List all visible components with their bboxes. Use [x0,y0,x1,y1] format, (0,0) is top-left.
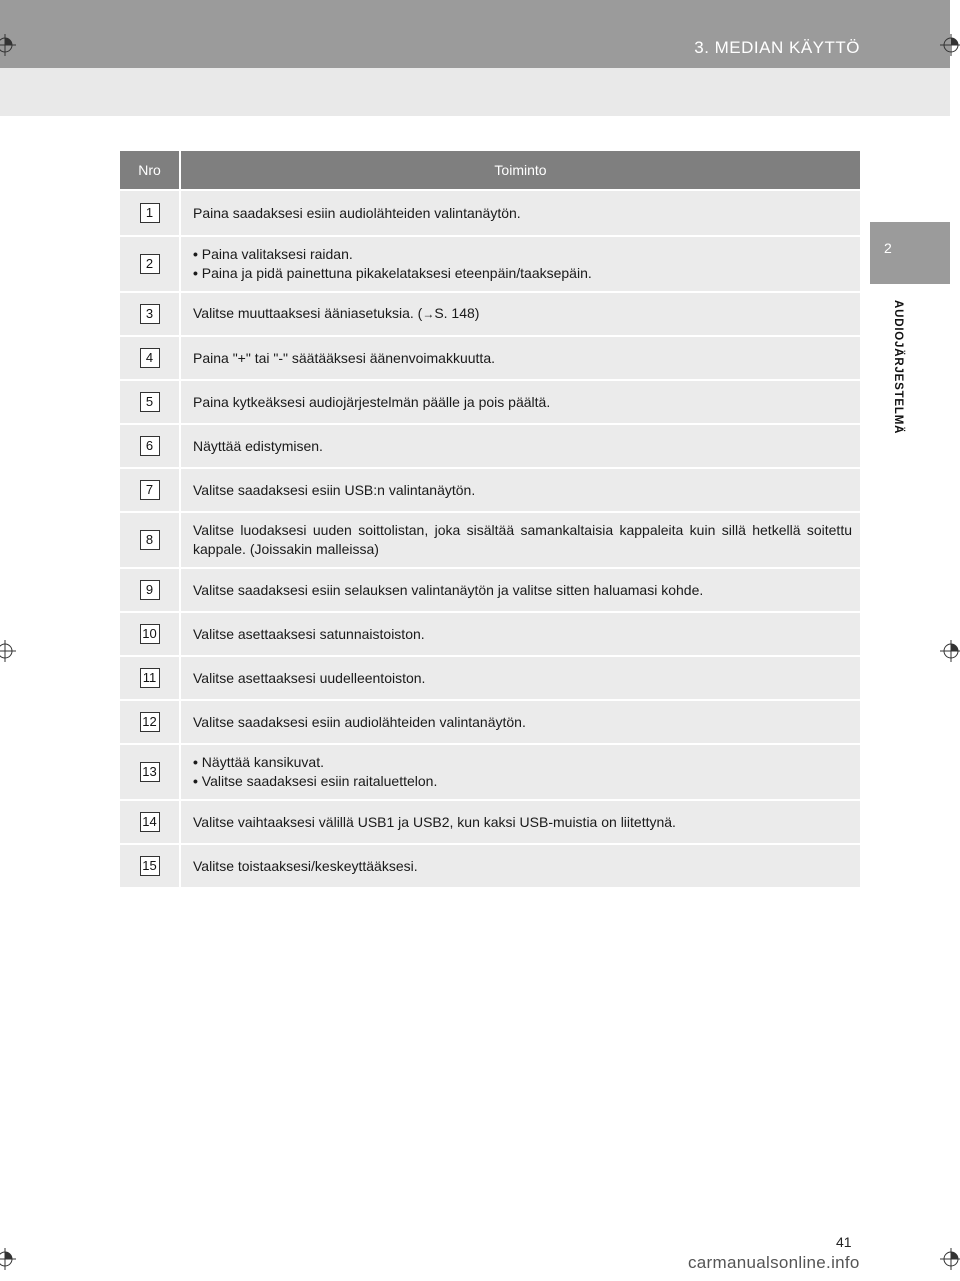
row-description-cell [180,700,860,744]
number-badge: 2 [140,254,160,274]
number-badge: 4 [140,348,160,368]
description-text: Näyttää edistymisen. [193,437,323,454]
description-text: Paina "+" tai "-" säätääksesi äänenvoimakkuutta. [193,349,495,366]
header-subband [0,68,950,116]
table-header-row [120,151,860,190]
column-header-nro: Nro [120,151,180,190]
bullet-item: • Paina ja pidä painettuna pikakelataksesi eteenpäin/taaksepäin. [193,264,852,283]
row-description-cell [180,612,860,656]
row-number-cell [120,656,180,700]
table-row [120,292,860,336]
row-description-cell [180,744,860,800]
crop-mark-icon [0,34,16,56]
description-text: Paina saadaksesi esiin audiolähteiden valintanäytön. [193,204,521,221]
row-number-cell [120,844,180,888]
row-number-cell [120,568,180,612]
number-badge: 6 [140,436,160,456]
description-text: Valitse saadaksesi esiin USB:n valintanäytön. [193,481,476,498]
table-row [120,190,860,236]
bullet-item: • Näyttää kansikuvat. [193,753,852,772]
number-badge: 7 [140,480,160,500]
description-text: Paina kytkeäksesi audiojärjestelmän päälle ja pois päältä. [193,393,551,410]
table-row [120,236,860,292]
side-tab [870,222,950,284]
row-number-cell [120,190,180,236]
row-description-cell [180,844,860,888]
function-table [120,151,860,889]
description-text: Valitse muuttaaksesi ääniasetuksia. ( [193,305,423,321]
bullet-item: • Valitse saadaksesi esiin raitaluettelon. [193,772,852,791]
side-tab-number: 2 [884,240,892,256]
row-number-cell [120,380,180,424]
number-badge: 10 [140,624,160,644]
description-text: Valitse asettaaksesi satunnaistoiston. [193,625,425,642]
description-text: Valitse asettaaksesi uudelleentoiston. [193,669,426,686]
table-row [120,800,860,844]
row-description-cell [180,656,860,700]
arrow-right-icon: → [422,307,435,321]
page-reference-text: S. 148) [434,305,480,321]
number-badge: 8 [140,530,160,550]
table-row [120,512,860,568]
column-header-toiminto: Toiminto [180,151,860,190]
row-number-cell [120,424,180,468]
row-description-cell [180,468,860,512]
table-row [120,744,860,800]
table-row [120,468,860,512]
crop-mark-icon [940,34,960,56]
description-text: Valitse saadaksesi esiin selauksen valintanäytön ja valitse sitten haluamasi kohde. [193,581,704,598]
number-badge: 5 [140,392,160,412]
row-number-cell [120,236,180,292]
description-text: Valitse luodaksesi uuden soittolistan, joka sisältää samankaltaisia kappaleita kuin sillä hetkellä soitettu kappale. (Joissakin malleissa) [193,522,852,557]
crop-mark-icon [0,640,16,662]
row-description-cell [180,424,860,468]
row-number-cell [120,612,180,656]
table-row [120,380,860,424]
row-number-cell [120,512,180,568]
crop-mark-icon [940,640,960,662]
row-description-cell [180,568,860,612]
number-badge: 9 [140,580,160,600]
table-row [120,424,860,468]
row-number-cell [120,336,180,380]
number-badge: 13 [140,762,160,782]
row-description-cell [180,292,860,336]
number-badge: 15 [140,856,160,876]
number-badge: 11 [140,668,160,688]
row-description-cell [180,236,860,292]
row-number-cell [120,468,180,512]
bullet-item: • Paina valitaksesi raidan. [193,245,852,264]
table-row [120,612,860,656]
row-description-cell [180,512,860,568]
number-badge: 14 [140,812,160,832]
table-row [120,656,860,700]
description-text: Valitse vaihtaaksesi välillä USB1 ja USB2, kun kaksi USB-muistia on liitettynä. [193,813,676,830]
number-badge: 12 [140,712,160,732]
page-number: 41 [836,1234,852,1250]
row-description-cell [180,190,860,236]
description-text: Valitse saadaksesi esiin audiolähteiden valintanäytön. [193,713,526,730]
row-number-cell [120,292,180,336]
row-number-cell [120,744,180,800]
side-tab-label: AUDIOJÄRJESTELMÄ [892,300,904,435]
table-row [120,844,860,888]
row-description-cell [180,336,860,380]
row-description-cell [180,380,860,424]
number-badge: 1 [140,203,160,223]
crop-mark-icon [0,1248,16,1270]
number-badge: 3 [140,304,160,324]
row-number-cell [120,700,180,744]
description-text: Valitse toistaaksesi/keskeyttääksesi. [193,857,418,874]
table-row [120,336,860,380]
row-number-cell [120,800,180,844]
row-description-cell [180,800,860,844]
crop-mark-icon [940,1248,960,1270]
table-row [120,700,860,744]
watermark: carmanualsonline.info [688,1253,860,1272]
table-row [120,568,860,612]
chapter-title: 3. MEDIAN KÄYTTÖ [694,38,860,57]
